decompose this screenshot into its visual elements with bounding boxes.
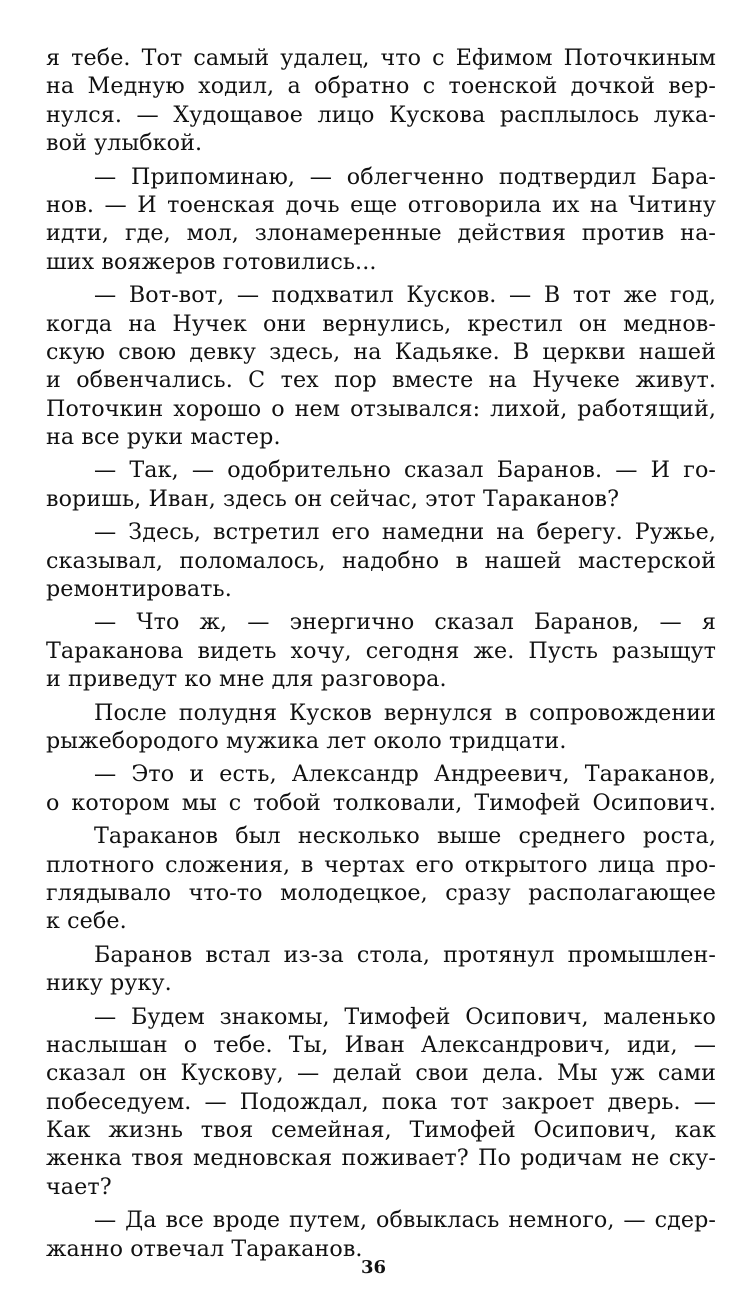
- paragraph: [46, 163, 716, 277]
- paragraph: [46, 518, 716, 603]
- text-line: глядывало что-то молодецкое, сразу располагающее: [46, 879, 716, 906]
- text-line: Как жизнь твоя семейная, Тимофей Осипович, как: [46, 1117, 716, 1144]
- text-line: Тараканов был несколько выше среднего роста,: [94, 823, 716, 850]
- paragraph: [46, 1206, 716, 1263]
- text-line: чает?: [46, 1173, 112, 1200]
- paragraph: [46, 44, 716, 158]
- paragraph: [46, 941, 716, 998]
- text-line: наслышан о тебе. Ты, Иван Александрович, иди, —: [46, 1031, 716, 1058]
- text-line: сказал он Кускову, — делай свои дела. Мы уж сами: [46, 1060, 716, 1087]
- text-line: скую свою девку здесь, на Кадьяке. В церкви нашей: [46, 338, 716, 365]
- text-line: нику руку.: [46, 970, 172, 997]
- paragraph: [46, 699, 716, 756]
- paragraph: [46, 760, 716, 817]
- text-line: Тараканова видеть хочу, сегодня же. Пусть разыщут: [46, 637, 716, 664]
- paragraph: [46, 456, 716, 513]
- text-line: рыжебородого мужика лет около тридцати.: [46, 727, 567, 754]
- text-line: — Да все вроде путем, обвыклась немного, — сдер-: [94, 1207, 716, 1234]
- text-line: сказывал, поломалось, надобно в нашей мастерской: [46, 547, 716, 574]
- text-line: — Так, — одобрительно сказал Баранов. — И го-: [94, 457, 716, 484]
- text-line: плотного сложения, в чертах его открытого лица про-: [46, 851, 716, 878]
- text-line: Баранов встал из-за стола, протянул промышлен-: [94, 941, 716, 968]
- paragraph: [46, 822, 716, 936]
- text-line: вой улыбкой.: [46, 130, 203, 157]
- paragraph: [46, 281, 716, 451]
- text-line: о котором мы с тобой толковали, Тимофей Осипович.: [46, 789, 716, 816]
- text-line: идти, где, мол, злонамеренные действия против на-: [46, 220, 716, 247]
- text-line: ремонтировать.: [46, 576, 232, 603]
- text-line: женка твоя медновская поживает? По родичам не ску-: [46, 1145, 716, 1172]
- text-line: на Медную ходил, а обратно с тоенской дочкой вер-: [46, 73, 716, 100]
- book-page-text: [46, 44, 716, 1263]
- text-line: После полудня Кусков вернулся в сопровождении: [94, 699, 716, 726]
- text-line: ших вояжеров готовились...: [46, 248, 377, 275]
- paragraph: [46, 1003, 716, 1202]
- text-line: воришь, Иван, здесь он сейчас, этот Тараканов?: [46, 485, 620, 512]
- text-line: нулся. — Худощавое лицо Кускова расплылось лука-: [46, 101, 716, 128]
- text-line: нов. — И тоенская дочь еще отговорила их на Читину: [46, 191, 716, 218]
- text-line: к себе.: [46, 908, 127, 935]
- text-line: я тебе. Тот самый удалец, что с Ефимом Поточкиным: [46, 45, 716, 71]
- text-line: — Здесь, встретил его намедни на берегу. Ружье,: [94, 519, 716, 546]
- text-line: Поточкин хорошо о нем отзывался: лихой, работящий,: [46, 395, 716, 422]
- text-line: — Это и есть, Александр Андреевич, Тараканов,: [94, 761, 716, 788]
- text-line: когда на Нучек они вернулись, крестил он меднов-: [46, 310, 716, 337]
- text-line: на все руки мастер.: [46, 424, 281, 451]
- text-line: — Будем знакомы, Тимофей Осипович, маленько: [94, 1003, 716, 1030]
- text-line: жанно отвечал Тараканов.: [46, 1235, 363, 1262]
- text-line: — Вот-вот, — подхватил Кусков. — В тот же год,: [94, 282, 716, 309]
- text-line: — Припоминаю, — облегченно подтвердил Бара-: [94, 163, 716, 190]
- text-line: и обвенчались. С тех пор вместе на Нучеке живут.: [46, 367, 716, 394]
- text-line: и приведут ко мне для разговора.: [46, 666, 447, 693]
- paragraph: [46, 608, 716, 693]
- text-line: побеседуем. — Подождал, пока тот закроет дверь. —: [46, 1088, 716, 1115]
- text-line: — Что ж, — энергично сказал Баранов, — я: [94, 609, 716, 636]
- page-number: 36: [360, 1257, 387, 1278]
